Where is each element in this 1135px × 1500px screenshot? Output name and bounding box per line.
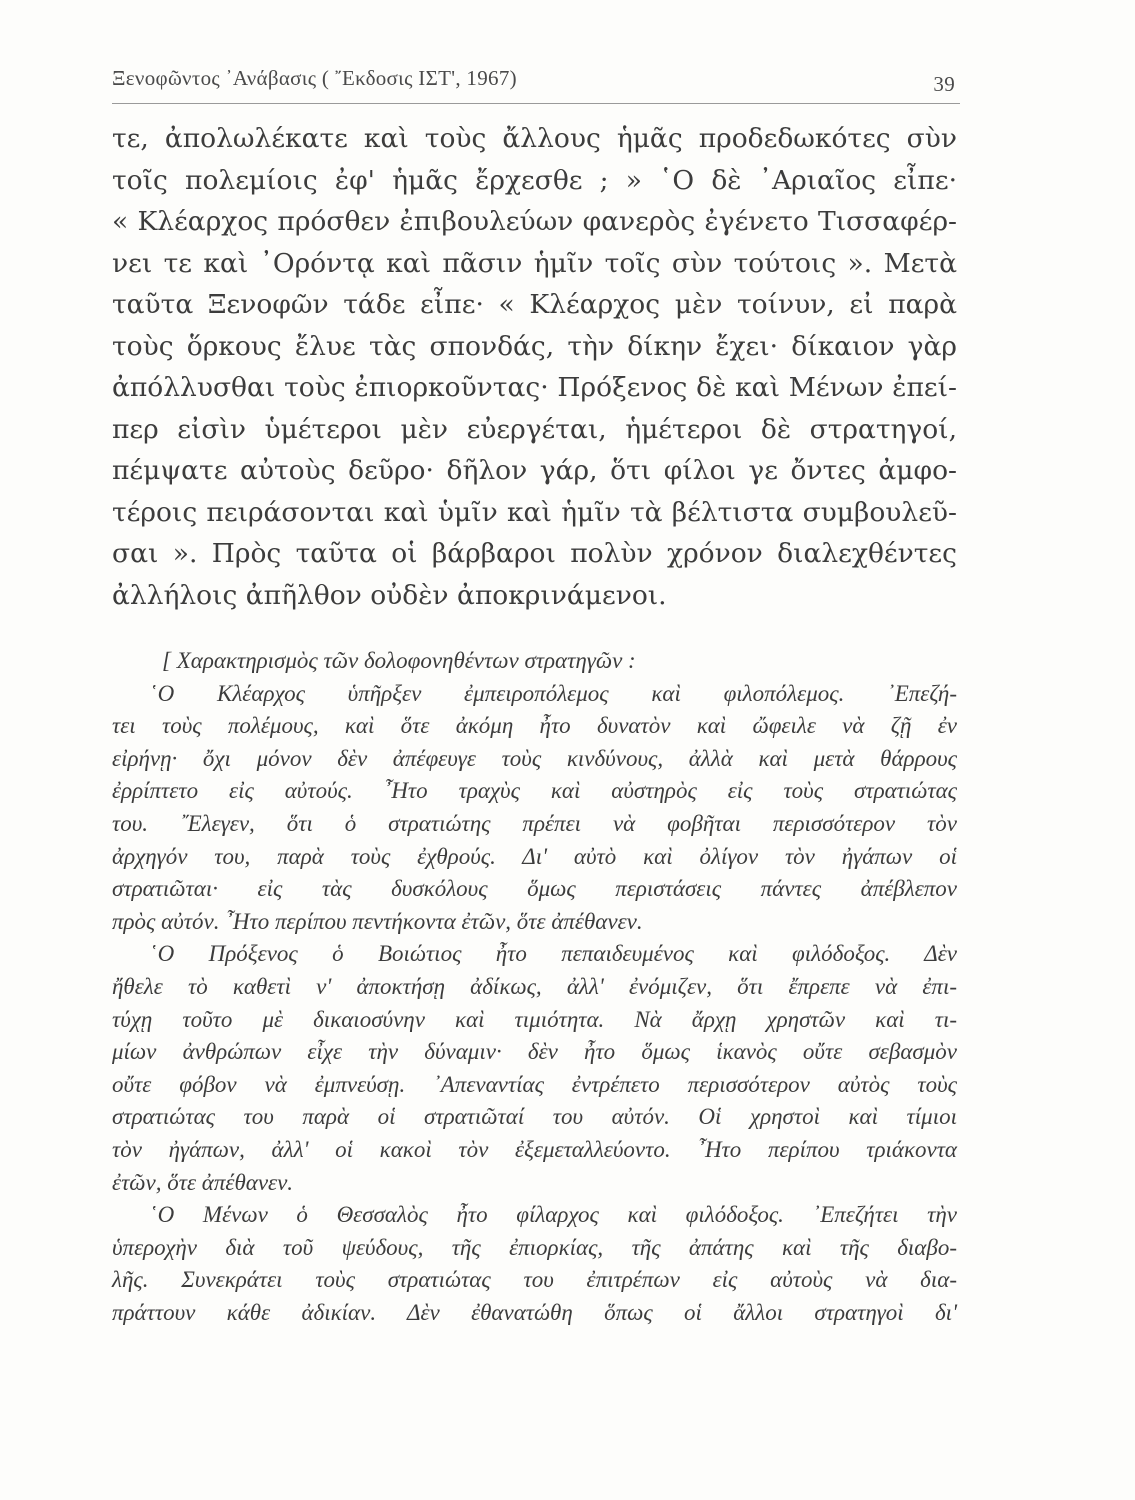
main-text	[112, 118, 957, 616]
note-line: μίων ἀνθρώπων εἶχε τὴν δύναμιν· δὲν ἦτο ὅμως ἱκανὸς οὔτε σεβασμὸν	[112, 1039, 957, 1065]
note-line: τει τοὺς πολέμους, καὶ ὅτε ἀκόμη ἦτο δυνατὸν καὶ ὤφειλε νὰ ζῇ ἐν	[112, 713, 957, 739]
text-line: πέμψατε αὐτοὺς δεῦρο· δῆλον γάρ, ὅτι φίλοι γε ὄντες ἀμφο-	[112, 455, 957, 486]
note-line: ἤθελε τὸ καθετὶ ν' ἀποκτήσῃ ἀδίκως, ἀλλ' ἐνόμιζεν, ὅτι ἔπρεπε νὰ ἐπι-	[112, 973, 957, 999]
note-line: τὸν ἠγάπων, ἀλλ' οἱ κακοὶ τὸν ἐξεμεταλλεύοντο. ῏Ητο περίπου τριάκοντα	[112, 1136, 957, 1162]
note-line: πρὸς αὐτόν. ῏Ητο περίπου πεντήκοντα ἐτῶν, ὅτε ἀπέθανεν.	[112, 908, 643, 934]
text-line: ἀλλήλοις ἀπῆλθον οὐδὲν ἀποκρινάμενοι.	[112, 579, 667, 611]
commentary-notes	[112, 645, 957, 1329]
text-line: τε, ἀπολωλέκατε καὶ τοὺς ἄλλους ἡμᾶς προδεδωκότες σὺν	[112, 123, 957, 154]
note-line: ῾Ο Κλέαρχος ὑπῆρξεν ἐμπειροπόλεμος καὶ φιλοπόλεμος. ᾿Επεζή-	[150, 680, 957, 706]
note-line: ἐτῶν, ὅτε ἀπέθανεν.	[112, 1169, 294, 1195]
note-line: εἰρήνῃ· ὄχι μόνον δὲν ἀπέφευγε τοὺς κινδύνους, ἀλλὰ καὶ μετὰ θάρρους	[112, 745, 957, 771]
note-line: πράττουν κάθε ἀδικίαν. Δὲν ἐθανατώθη ὅπως οἱ ἄλλοι στρατηγοὶ δι'	[112, 1299, 957, 1325]
note-line: λῆς. Συνεκράτει τοὺς στρατιώτας του ἐπιτρέπων εἰς αὐτοὺς νὰ δια-	[112, 1267, 957, 1293]
text-line: « Κλέαρχος πρόσθεν ἐπιβουλεύων φανερὸς ἐγένετο Τισσαφέρ-	[112, 206, 957, 237]
notes-heading: [ Χαρακτηρισμὸς τῶν δολοφονηθέντων στρατηγῶν :	[162, 648, 636, 673]
running-header	[112, 66, 957, 96]
note-line: στρατιῶται· εἰς τὰς δυσκόλους ὅμως περιστάσεις πάντες ἀπέβλεπον	[112, 876, 957, 902]
note-line: ἀρχηγόν του, παρὰ τοὺς ἐχθρούς. Δι' αὐτὸ καὶ ὀλίγον τὸν ἠγάπων οἱ	[112, 843, 957, 869]
text-line: τοῖς πολεμίοις ἐφ' ἡμᾶς ἔρχεσθε ; » ῾Ο δὲ ᾿Αριαῖος εἶπε·	[112, 164, 957, 196]
text-line: τέροις πειράσονται καὶ ὑμῖν καὶ ἡμῖν τὰ βέλτιστα συμβουλεῦ-	[112, 496, 957, 528]
text-line: ταῦτα Ξενοφῶν τάδε εἶπε· « Κλέαρχος μὲν τοίνυν, εἰ παρὰ	[112, 289, 957, 320]
header-rule	[112, 103, 960, 104]
note-line: τύχῃ τοῦτο μὲ δικαιοσύνην καὶ τιμιότητα. Νὰ ἄρχῃ χρηστῶν καὶ τι-	[112, 1006, 957, 1032]
note-line: ἐρρίπτετο εἰς αὐτούς. ῏Ητο τραχὺς καὶ αὐστηρὸς εἰς τοὺς στρατιώτας	[112, 778, 957, 804]
text-line: ἀπόλλυσθαι τοὺς ἐπιορκοῦντας· Πρόξενος δὲ καὶ Μένων ἐπεί-	[112, 372, 957, 403]
text-line: νει τε καὶ ᾿Ορόντᾳ καὶ πᾶσιν ἡμῖν τοῖς σὺν τούτοις ». Μετὰ	[112, 247, 957, 279]
note-line: ῾Ο Μένων ὁ Θεσσαλὸς ἦτο φίλαρχος καὶ φιλόδοξος. ᾿Επεζήτει τὴν	[150, 1202, 957, 1228]
note-line: οὔτε φόβον νὰ ἐμπνεύσῃ. ᾿Απεναντίας ἐντρέπετο περισσότερον αὐτὸς τοὺς	[112, 1071, 957, 1097]
note-line: του. ῎Ελεγεν, ὅτι ὁ στρατιώτης πρέπει νὰ φοβῆται περισσότερον τὸν	[112, 810, 957, 836]
note-line: ὑπεροχὴν διὰ τοῦ ψεύδους, τῆς ἐπιορκίας, τῆς ἀπάτης καὶ τῆς διαβο-	[112, 1234, 957, 1260]
note-line: στρατιώτας του παρὰ οἱ στρατιῶταί του αὐτόν. Οἱ χρηστοὶ καὶ τίμιοι	[112, 1104, 957, 1130]
page-number: 39	[933, 72, 955, 96]
text-line: περ εἰσὶν ὑμέτεροι μὲν εὐεργέται, ἡμέτεροι δὲ στρατηγοί,	[112, 413, 957, 445]
header-title: Ξενοφῶντος ᾿Ανάβασις ( ῎Εκδοσις ΙΣΤ', 1967)	[112, 66, 517, 90]
text-line: τοὺς ὅρκους ἔλυε τὰς σπονδάς, τὴν δίκην ἔχει· δίκαιον γὰρ	[112, 330, 957, 362]
note-line: ῾Ο Πρόξενος ὁ Βοιώτιος ἦτο πεπαιδευμένος καὶ φιλόδοξος. Δὲν	[150, 941, 957, 967]
text-line: σαι ». Πρὸς ταῦτα οἱ βάρβαροι πολὺν χρόνον διαλεχθέντες	[112, 538, 957, 569]
